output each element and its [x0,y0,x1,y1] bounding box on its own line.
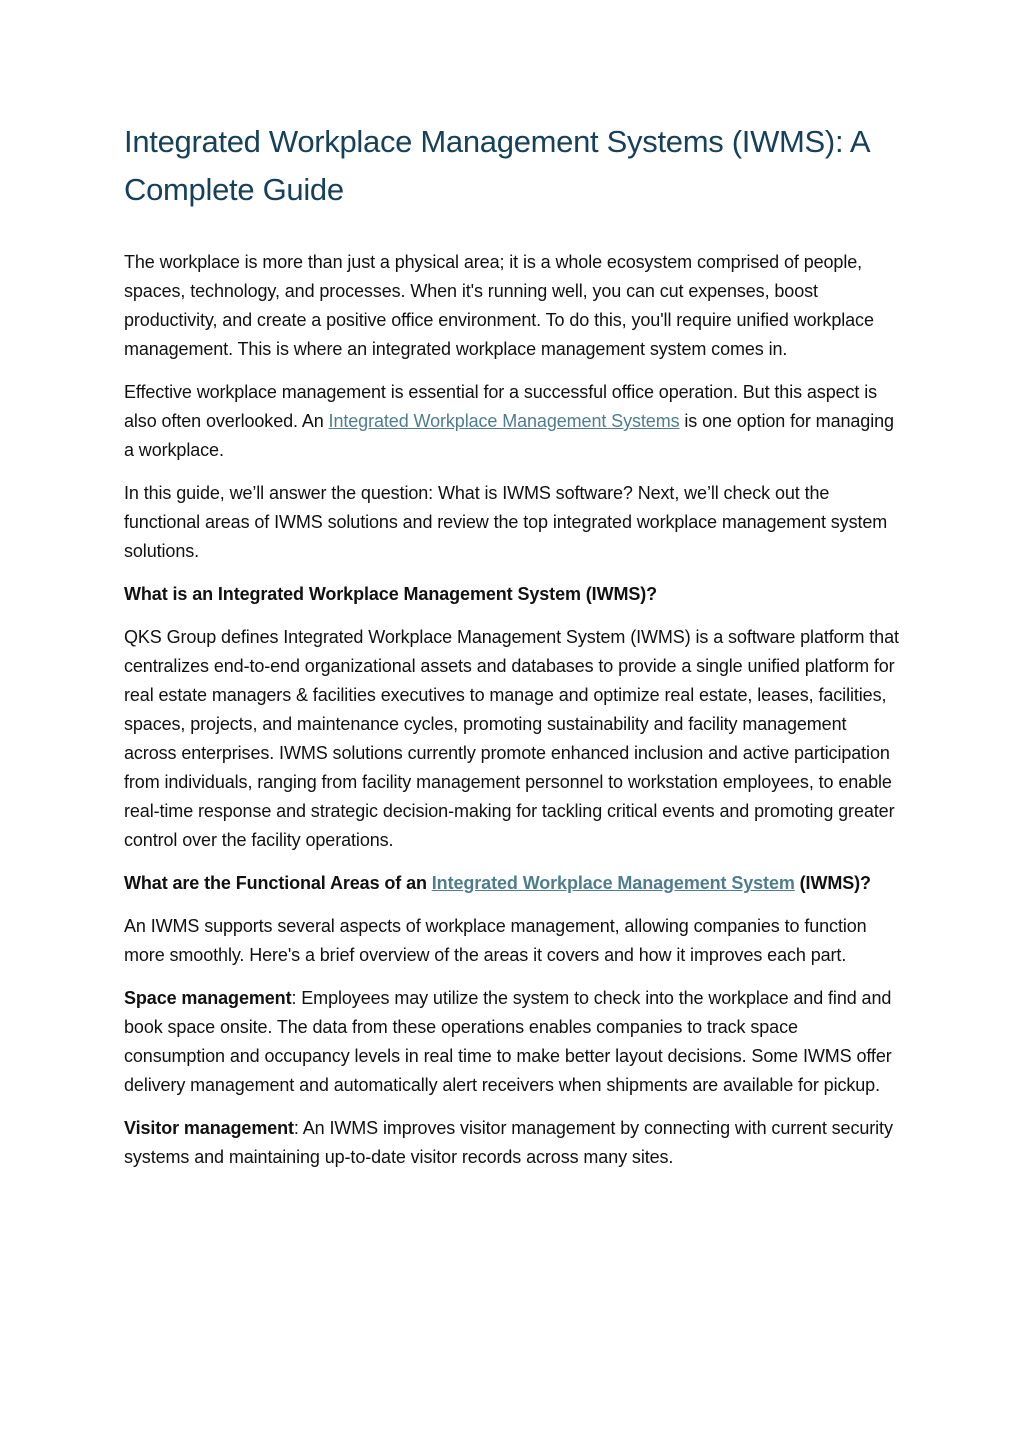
section-heading-what-is-iwms: What is an Integrated Workplace Management System (IWMS)? [124,584,658,604]
intro-paragraph-2-text-before: Effective workplace management is essential for a successful office operation. But this aspect is also often overlooked. An [124,382,878,431]
page-title: Integrated Workplace Management Systems (IWMS): A Complete Guide [124,124,869,207]
functional-heading-text-before: What are the Functional Areas of an [124,873,432,893]
visitor-management-label: Visitor management [124,1118,294,1138]
iwms-system-link[interactable]: Integrated Workplace Management System [431,873,795,893]
section-heading-functional-areas [124,869,900,898]
visitor-management-text: : An IWMS improves visitor management by connecting with current security systems and maintaining up-to-date visitor records across many sites. [124,1118,893,1167]
intro-paragraph-2-text-after: is one option for managing a workplace. [124,411,894,460]
intro-paragraph-1: The workplace is more than just a physical area; it is a whole ecosystem comprised of people, spaces, technology, and processes. When it's running well, you can cut expenses, boost productivity, and create a positive office environment. To do this, you'll require unified workplace management. This is where an integrated workplace management system comes in. [124,252,874,359]
intro-paragraph-3: In this guide, we’ll answer the question: What is IWMS software? Next, we’ll check out the functional areas of IWMS solutions and review the top integrated workplace management system solutions. [124,483,888,561]
space-management-label: Space management [124,988,292,1008]
visitor-management-paragraph [124,1114,900,1172]
functional-overview-paragraph: An IWMS supports several aspects of workplace management, allowing companies to function more smoothly. Here's a brief overview of the areas it covers and how it improves each part. [124,916,867,965]
functional-heading-text-after: (IWMS)? [794,873,871,893]
iwms-link[interactable]: Integrated Workplace Management Systems [328,411,680,431]
intro-paragraph-2 [124,378,900,465]
space-management-paragraph [124,984,900,1100]
space-management-text: : Employees may utilize the system to check into the workplace and find and book space onsite. The data from these operations enables companies to track space consumption and occupancy levels in real time to make better layout decisions. Some IWMS offer delivery management and automatically alert receivers when shipments are available for pickup. [124,988,892,1095]
definition-paragraph: QKS Group defines Integrated Workplace Management System (IWMS) is a software platform that centralizes end-to-end organizational assets and databases to provide a single unified platform for real estate managers & facilities executives to manage and optimize real estate, leases, facilities, spaces, projects, and maintenance cycles, promoting sustainability and facility management across enterprises. IWMS solutions currently promote enhanced inclusion and active participation from individuals, ranging from facility management personnel to workstation employees, to enable real-time response and strategic decision-making for tackling critical events and promoting greater control over the facility operations. [124,627,899,850]
document-page [124,118,900,1186]
